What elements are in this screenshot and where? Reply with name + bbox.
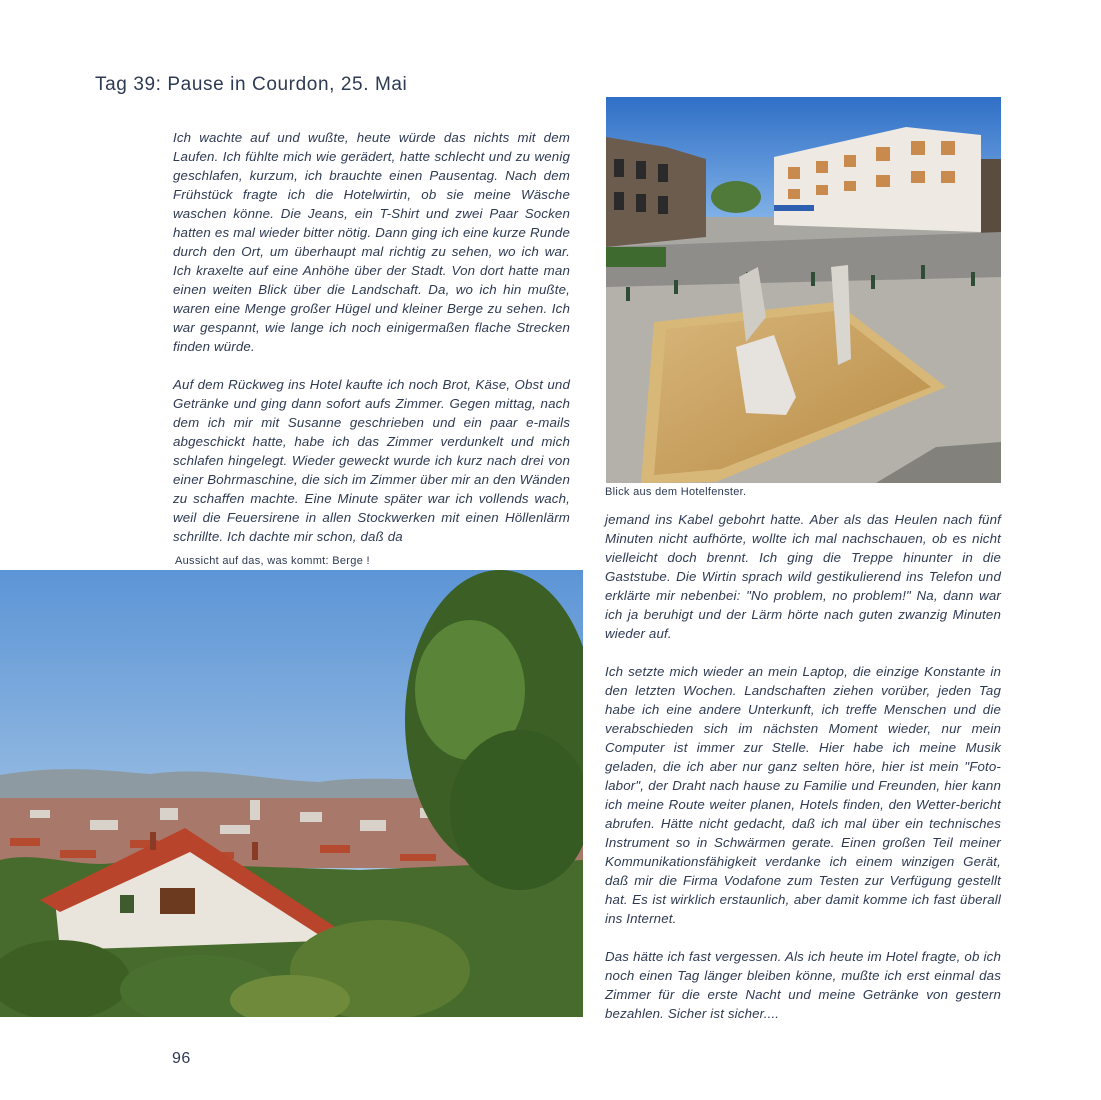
photo-caption: Aussicht auf das, was kommt: Berge ! <box>175 555 370 567</box>
landscape-photo <box>0 570 583 1017</box>
hotel-window-photo <box>606 97 1001 483</box>
page-title: Tag 39: Pause in Courdon, 25. Mai <box>95 74 408 95</box>
paragraph: Ich setzte mich wieder an mein Laptop, die einzige Konstante in den letzten Wochen. Landschaften ziehen vorüber, jeden Tag habe ich eine andere Unterkunft, ich treffe Menschen und die verabschieden sich im nächsten Moment wieder, nur mein Computer ist immer zur Stelle. Hier habe ich meine Musik geladen, die ich aber nur ganz selten höre, hier ist mein "Foto-labor", der Draht nach hause zu Familie und Freunden, hier kann ich meine Route weiter planen, Hotels finden, den Wetter-bericht abrufen. Hätte nicht gedacht, daß ich mal über ein technisches Instrument so in Schwärmen gerate. Einen großen Teil meiner Kommunikationsfähigkeit verdanke ich einem winzigen Gerät, daß mir die Firma Vodafone zum Testen zur Verfügung gestellt hat. Es ist wirklich erstaunlich, aber damit komme ich fast überall ins Internet. <box>605 664 1001 926</box>
page-number: 96 <box>172 1050 191 1067</box>
right-text-column <box>605 510 1001 1023</box>
paragraph: Das hätte ich fast vergessen. Als ich heute im Hotel fragte, ob ich noch einen Tag länger bleiben könne, mußte ich erst einmal das Zimmer für die erste Nacht und meine Getränke von gestern bezahlen. Sicher ist sicher.... <box>605 949 1001 1021</box>
photo-caption: Blick aus dem Hotelfenster. <box>605 486 747 498</box>
paragraph: Auf dem Rückweg ins Hotel kaufte ich noch Brot, Käse, Obst und Getränke und ging dann sofort aufs Zimmer. Gegen mittag, nach dem ich mir mit Susanne geschrieben und ein paar e-mails abgeschickt hatte, habe ich das Zimmer verdunkelt und mich schlafen hingelegt. Wieder geweckt wurde ich kurz nach drei von einer Bohrmaschine, die sich im Zimmer über mir an den Wänden zu schaffen machte. Eine Minute später war ich vollends wach, weil die Feuersirene in allen Stockwerken mit einen Höllenlärm schrillte. Ich dachte mir schon, daß da <box>173 377 570 544</box>
paragraph: Ich wachte auf und wußte, heute würde das nichts mit dem Laufen. Ich fühlte mich wie gerädert, hatte schlecht und zu wenig geschlafen, kurzum, ich brauchte einen Pausentag. Nach dem Frühstück fragte ich die Hotelwirtin, ob sie meine Wäsche waschen könne. Die Jeans, ein T-Shirt und zwei Paar Socken hatten es mal wieder bitter nötig. Dann ging ich eine kurze Runde durch den Ort, um überhaupt mal richtig zu sehen, wo ich war. Ich kraxelte auf eine Anhöhe über der Stadt. Von dort hatte man einen weiten Blick über die Landschaft. Da, wo ich hin mußte, waren eine Menge großer Hügel und kleiner Berge zu sehen. Ich war gespannt, wie lange ich noch einigermaßen flache Strecken finden würde. <box>173 130 570 354</box>
left-text-column <box>173 128 570 546</box>
paragraph: jemand ins Kabel gebohrt hatte. Aber als das Heulen nach fünf Minuten nicht aufhörte, wollte ich mal nachschauen, ob es nicht vielleicht doch brennt. Ich ging die Treppe hinunter in die Gaststube. Die Wirtin sprach wild gestikulierend ins Telefon und erklärte mir nebenbei: "No problem, no problem!" Na, dann war ich ja beruhigt und der Lärm hörte nach guten zwanzig Minuten wieder auf. <box>605 512 1001 641</box>
